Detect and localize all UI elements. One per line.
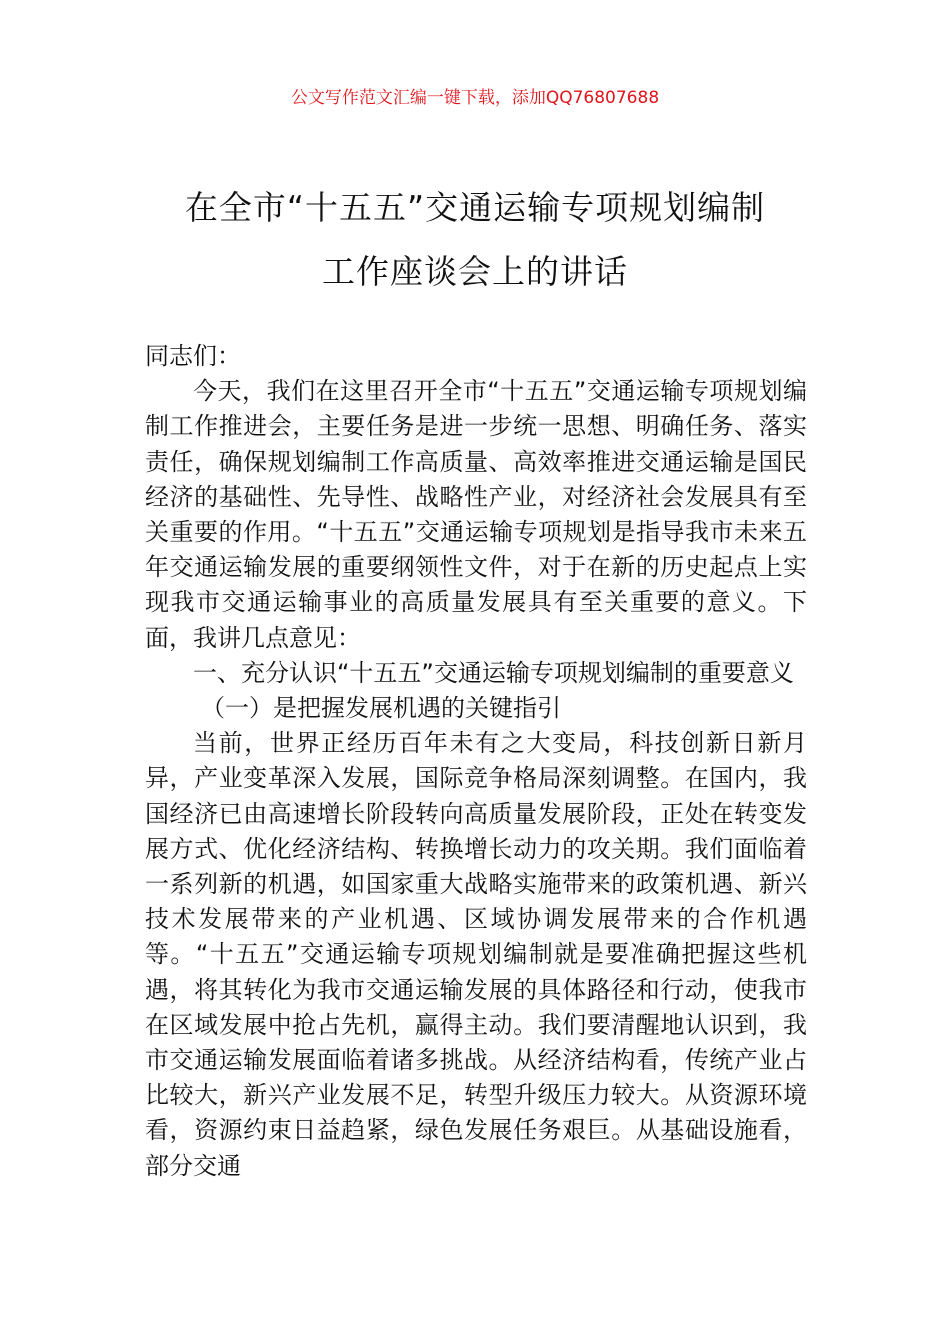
document-body	[145, 339, 807, 1184]
title-line-2: 工作座谈会上的讲话	[322, 252, 628, 291]
watermark-banner: 公文写作范文汇编一键下载，添加QQ76807688	[290, 88, 660, 108]
title-line-1: 在全市“十五五”交通运输专项规划编制	[184, 188, 766, 227]
page-title	[100, 176, 850, 304]
section-heading: 一、充分认识“十五五”交通运输专项规划编制的重要意义	[193, 658, 794, 687]
subsection-heading: （一）是把握发展机遇的关键指引	[201, 694, 561, 723]
salutation: 同志们：	[145, 342, 241, 370]
body-paragraph: 当前，世界正经历百年未有之大变局，科技创新日新月异，产业变革深入发展，国际竞争格局深刻调整。在国内，我国经济已由高速增长阶段转向高质量发展阶段，正处在转变发展方式、优化经济结构、转换增长动力的攻关期。我们面临着一系列新的机遇，如国家重大战略实施带来的政策机遇、新兴技术发展带来的产业机遇、区域协调发展带来的合作机遇等。“十五五”交通运输专项规划编制就是要准确把握这些机遇，将其转化为我市交通运输发展的具体路径和行动，使我市在区域发展中抢占先机，赢得主动。我们要清醒地认识到，我市交通运输发展面临着诸多挑战。从经济结构看，传统产业占比较大，新兴产业发展不足，转型升级压力较大。从资源环境看，资源约束日益趋紧，绿色发展任务艰巨。从基础设施看，部分交通	[145, 729, 807, 1180]
intro-paragraph: 今天，我们在这里召开全市“十五五”交通运输专项规划编制工作推进会，主要任务是进一步统一思想、明确任务、落实责任，确保规划编制工作高质量、高效率推进交通运输是国民经济的基础性、先导性、战略性产业，对经济社会发展具有至关重要的作用。“十五五”交通运输专项规划是指导我市未来五年交通运输发展的重要纲领性文件，对于在新的历史起点上实现我市交通运输事业的高质量发展具有至关重要的意义。下面，我讲几点意见：	[145, 377, 807, 652]
